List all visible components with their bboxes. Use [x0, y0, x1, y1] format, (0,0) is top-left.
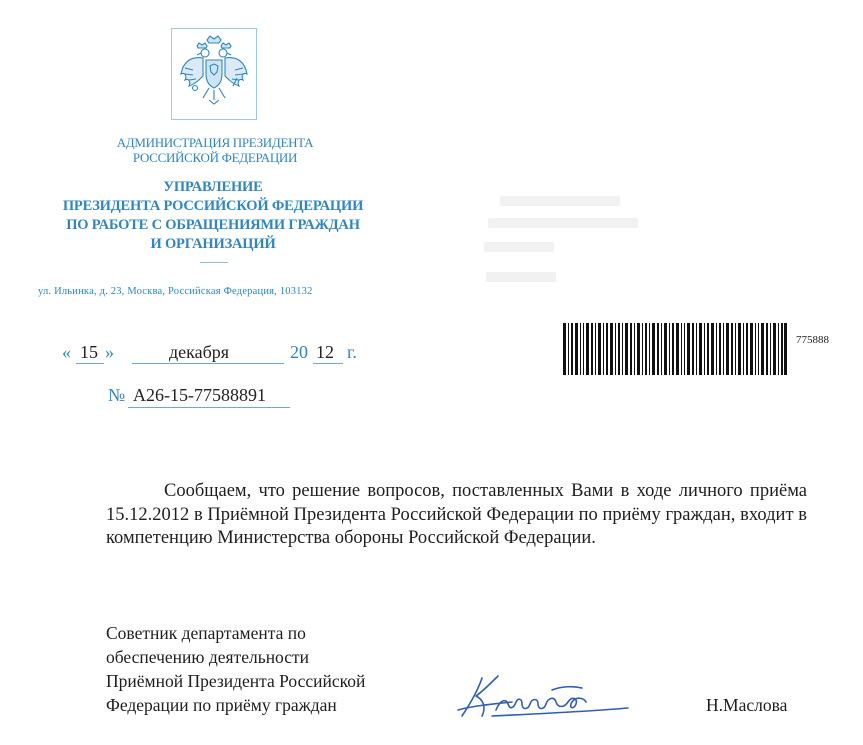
- date-year-suffix: 12: [316, 342, 334, 362]
- signatory-title-line2: обеспечению деятельности: [106, 647, 310, 667]
- number-sign: №: [108, 385, 126, 405]
- signatory-title-line1: Советник департамента по: [106, 623, 306, 643]
- faded-recipient-block: [480, 192, 640, 292]
- reference-underline: [128, 407, 290, 408]
- department-title-line2: ПРЕЗИДЕНТА РОССИЙСКОЙ ФЕДЕРАЦИИ: [62, 198, 364, 214]
- date-day-underline: [76, 363, 104, 364]
- date-year-unit: г.: [347, 342, 357, 362]
- administration-title-line1: АДМИНИСТРАЦИЯ ПРЕЗИДЕНТА: [116, 135, 314, 150]
- barcode-icon: [563, 323, 787, 375]
- department-title-line1: УПРАВЛЕНИЕ: [163, 179, 263, 195]
- handwritten-signature: [452, 670, 632, 722]
- signer-name: Н.Маслова: [706, 695, 788, 715]
- date-day: 15: [80, 342, 98, 362]
- signatory-title-line3: Приёмной Президента Российской: [106, 671, 366, 691]
- department-title-line4: И ОРГАНИЗАЦИЙ: [150, 236, 276, 252]
- reference-number-value: А26-15-77588891: [133, 385, 266, 405]
- emblem-icon: [171, 28, 257, 120]
- letterhead-address: ул. Ильинка, д. 23, Москва, Российская Федерация, 103132: [38, 286, 313, 297]
- date-month: декабря: [169, 342, 230, 362]
- date-close-quote: »: [105, 342, 114, 362]
- letter-body-text: Сообщаем, что решение вопросов, поставленных Вами в ходе личного приёма 15.12.2012 в Приёмной Президента Российской Федерации по приёму граждан, входит в компетенцию Министерства обороны Российской Федерации.: [106, 481, 807, 548]
- date-month-underline: [132, 363, 284, 364]
- administration-title-line2: РОССИЙСКОЙ ФЕДЕРАЦИИ: [132, 150, 298, 165]
- signatory-title-line4: Федерации по приёму граждан: [106, 695, 337, 715]
- department-title-line3: ПО РАБОТЕ С ОБРАЩЕНИЯМИ ГРАЖДАН: [66, 217, 360, 233]
- date-open-quote: «: [62, 342, 71, 362]
- date-year-prefix: 20: [290, 342, 308, 362]
- date-year-underline: [313, 363, 343, 364]
- barcode-number: 775888: [796, 334, 829, 346]
- header-divider: [200, 262, 228, 263]
